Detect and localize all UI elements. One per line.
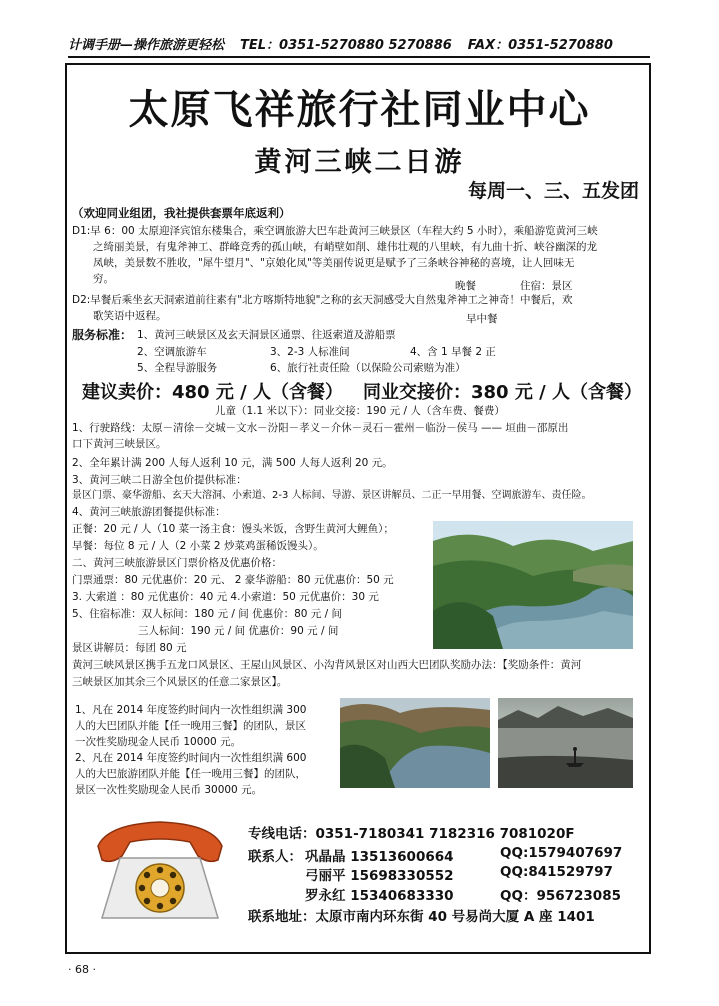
header-fax: FAX：0351-5270880 [467, 38, 613, 53]
ticket-line: 三人标间：190 元 / 间 优惠价：90 元 / 间 [138, 625, 339, 637]
contact-qq: QQ:841529797 [500, 864, 613, 880]
award-line: 人的大巴团队并能【任一晚用三餐】的团队，景区 [75, 720, 306, 732]
gorge-photo [433, 521, 633, 649]
d1-meals: 晚餐 [455, 280, 476, 292]
service-item: 6、旅行社责任险（以保险公司索赔为准） [270, 362, 466, 374]
d2-meals: 早中餐 [466, 313, 498, 325]
note-line: 4、黄河三峡旅游团餐提供标准： [72, 506, 226, 518]
d2-line: 歌笑语中返程。 [93, 310, 167, 322]
page-number: · 68 · [68, 963, 96, 976]
boat-photo [498, 698, 633, 788]
service-item: 2、空调旅游车 [137, 346, 207, 358]
ticket-line: 3. 大索道 ：80 元优惠价：40 元 4.小索道：50 元优惠价：30 元 [72, 591, 379, 603]
contact-label: 联系人： [248, 849, 302, 865]
note-line: 3、黄河三峡二日游全包价提供标准： [72, 474, 247, 486]
contact-person: 弓丽平 15698330552 [305, 868, 454, 884]
departure-schedule: 每周一、三、五发团 [467, 180, 639, 202]
hotline: 专线电话：0351-7180341 7182316 7081020F [248, 826, 575, 842]
d1-line: 凤峡，美景数不胜收，"犀牛望月"、"京娘化凤"等美丽传说更是赋予了三条峡谷神秘的喜境，让人回味无 [93, 257, 575, 269]
agency-title: 太原飞祥旅行社同业中心 [128, 87, 591, 133]
ticket-line: 景区讲解员：每团 80 元 [72, 642, 187, 654]
reward-line: 三峡景区加其余三个风景区的任意二家景区】。 [72, 676, 288, 688]
service-item: 3、2-3 人标准间 [270, 346, 350, 358]
note-line: 2、全年累计满 200 人每人返利 10 元，满 500 人每人返利 20 元。 [72, 457, 393, 469]
trade-price: 同业交接价：380 元 / 人（含餐） [363, 382, 642, 403]
note-line: 1、行驶路线：太原－清徐－交城－文水－汾阳－孝义－介休－灵石－霍州－临汾－侯马 —— 垣曲－邵原出 [72, 422, 569, 434]
header-slogan: 计调手册—操作旅游更轻松 [68, 38, 225, 53]
award-line: 景区一次性奖励现金人民币 30000 元。 [75, 784, 263, 796]
award-line: 人的大巴旅游团队并能【任一晚用三餐】的团队， [75, 768, 306, 780]
address: 联系地址：太原市南内环东街 40 号易尚大厦 A 座 1401 [248, 909, 595, 925]
river-photo [340, 698, 490, 788]
page-header [68, 34, 650, 58]
service-item: 1、黄河三峡景区及玄天洞景区通票、往返索道及游船票 [137, 329, 396, 341]
contact-qq: QQ:1579407697 [500, 845, 623, 861]
ticket-line: 二、黄河三峡旅游景区门票价格及优惠价格： [72, 557, 282, 569]
service-item: 4、含 1 早餐 2 正 [410, 346, 496, 358]
meal-line: 早餐：每位 8 元 / 人（2 小菜 2 炒菜鸡蛋稀饭馒头）。 [72, 540, 324, 552]
telephone-icon [90, 818, 230, 928]
meal-line: 正餐：20 元 / 人（10 菜一汤主食：馒头米饭，含野生黄河大鲤鱼）； [72, 523, 394, 535]
reward-line: 黄河三峡风景区携手五龙口风景区、王屋山风景区、小沟背风景区对山西大巴团队奖励办法：【奖励条件：黄河 [72, 659, 582, 671]
intro-text: （欢迎同业组团，我社提供套票年底返利） [72, 206, 291, 220]
d1-line: 之绮丽美景，有鬼斧神工、群峰竞秀的孤山峡，有峭壁如削、雄伟壮观的八里峡，有九曲十折、峡谷幽深的龙 [93, 241, 597, 253]
retail-price: 建议卖价：480 元 / 人（含餐） [82, 382, 343, 403]
d1-line: D1:早 6：00 太原迎泽宾馆东楼集合，乘空调旅游大巴车赴黄河三峡景区（车程大约 5 小时），乘船游览黄河三峡 [72, 225, 598, 237]
d1-stay: 住宿：景区 [520, 280, 573, 292]
award-line: 2、凡在 2014 年度签约时间内一次性组织满 600 [75, 752, 307, 764]
tour-title: 黄河三峡二日游 [254, 147, 465, 178]
ticket-line: 5、住宿标准：双人标间：180 元 / 间 优惠价：80 元 / 间 [72, 608, 343, 620]
d2-line: D2:早餐后乘坐玄天洞索道前往素有"北方喀斯特地貌"之称的玄天洞感受大自然鬼斧神工之神奇！中餐后，欢 [72, 294, 573, 306]
award-line: 1、凡在 2014 年度签约时间内一次性组织满 300 [75, 704, 307, 716]
note-line: 口下黄河三峡景区。 [72, 438, 167, 450]
header-tel: TEL：0351-5270880 5270886 [240, 38, 452, 53]
contact-person: 罗永红 15340683330 [305, 888, 454, 904]
ticket-line: 门票通票：80 元优惠价：20 元、 2 豪华游船：80 元优惠价：50 元 [72, 574, 394, 586]
award-line: 一次性奖励现金人民币 10000 元。 [75, 736, 242, 748]
service-item: 5、全程导游服务 [137, 362, 218, 374]
d1-line: 穷。 [93, 273, 114, 285]
child-price: 儿童（1.1 米以下）：同业交接：190 元 / 人（含车费、餐费） [215, 405, 505, 417]
service-label: 服务标准： [72, 328, 133, 342]
note-line: 景区门票、豪华游船、玄天大溶洞、小索道、2-3 人标间、导游、景区讲解员、二正一早用餐、空调旅游车、责任险。 [72, 490, 592, 501]
contact-qq: QQ：956723085 [500, 888, 621, 904]
contact-person: 巩晶晶 13513600664 [305, 849, 454, 865]
